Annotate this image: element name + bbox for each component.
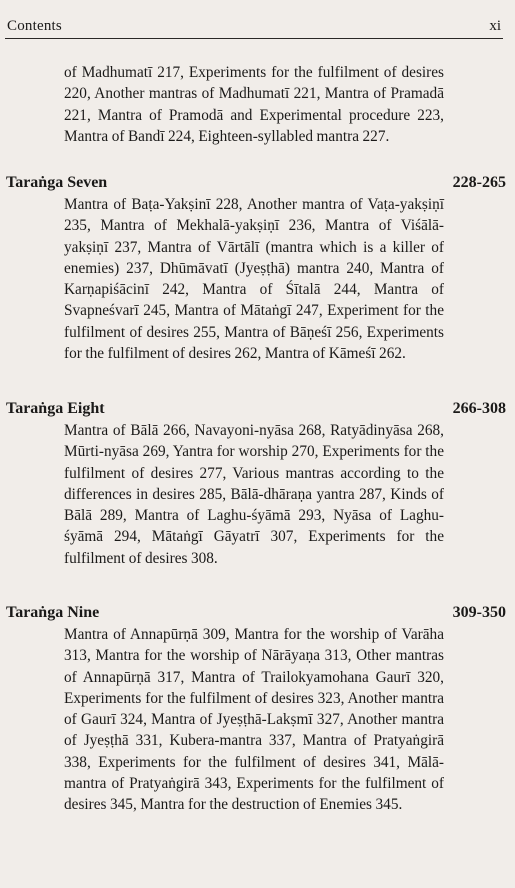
toc-entry-heading (6, 172, 506, 194)
header-section-title: Contents (7, 18, 62, 34)
toc-entry-title: Taraṅga Seven (6, 174, 108, 191)
toc-entry-heading (6, 398, 506, 420)
continued-entry-text: of Madhumatī 217, Experiments for the fulfilment of desires 220, Another mantras of Madhumatī 221, Mantra of Pramadā 221, Mantra of Pramodā and Experimental procedure 223, Mantra of Bandī 224, Eighteen-syllabled mantra 227. (64, 64, 444, 145)
toc-entry-page-range: 228-265 (452, 174, 506, 191)
toc-entry-title: Taraṅga Nine (6, 604, 100, 621)
toc-entry-text: Mantra of Bālā 266, Navayoni-nyāsa 268, Ratyādinyāsa 268, Mūrti-nyāsa 269, Yantra for worship 270, Experiments for the fulfilment of desires 277, Various mantras according to the differences in desires 285, Bālā-dhāraṇa yantra 287, Kinds of Bālā 289, Mantra of Laghu-śyāmā 293, Nyāsa of Laghu-śyāmā 294, Mātaṅgī Gāyatrī 307, Experiments for the fulfilment of desires 308. (64, 422, 444, 567)
toc-entry-heading (6, 602, 506, 624)
toc-entry-page-range: 266-308 (452, 400, 506, 417)
toc-entry-text: Mantra of Baṭa-Yakṣinī 228, Another mantra of Vaṭa-yakṣiṇī 235, Mantra of Mekhalā-yakṣiṇī 236, Mantra of Viśālā-yakṣiṇī 237, Mantra of Vārtālī (mantra which is a killer of enemies) 237, Dhūmāvatī (Jyeṣṭhā) mantra 240, Mantra of Karṇapiśācinī 242, Mantra of Śītalā 244, Mantra of Svapneśvarī 245, Mantra of Mātaṅgī 247, Experiment for the fulfilment of desires 255, Mantra of Bāṇeśī 256, Experiments for the fulfilment of desires 262, Mantra of Kāmeśī 262. (64, 196, 444, 363)
running-header (5, 14, 503, 39)
toc-entry-page-range: 309-350 (452, 604, 506, 621)
toc-entry-text: Mantra of Annapūrṇā 309, Mantra for the worship of Varāha 313, Mantra for the worship of Nārāyaṇa 313, Other mantras of Annapūrṇā 317, Mantra of Trailokyamohana Gaurī 320, Experiments for the fulfilment of desires 323, Another mantra of Gaurī 324, Mantra of Jyeṣṭhā-Lakṣmī 327, Another mantra of Jyeṣṭhā 331, Kubera-mantra 337, Mantra of Pratyaṅgirā 338, Experiments for the fulfilment of desires 341, Mālā-mantra of Pratyaṅgirā 343, Experiments for the fulfilment of desires 345, Mantra for the destruction of Enemies 345. (64, 626, 444, 814)
toc-entry-title: Taraṅga Eight (6, 400, 105, 417)
header-page-number: xi (489, 18, 501, 34)
